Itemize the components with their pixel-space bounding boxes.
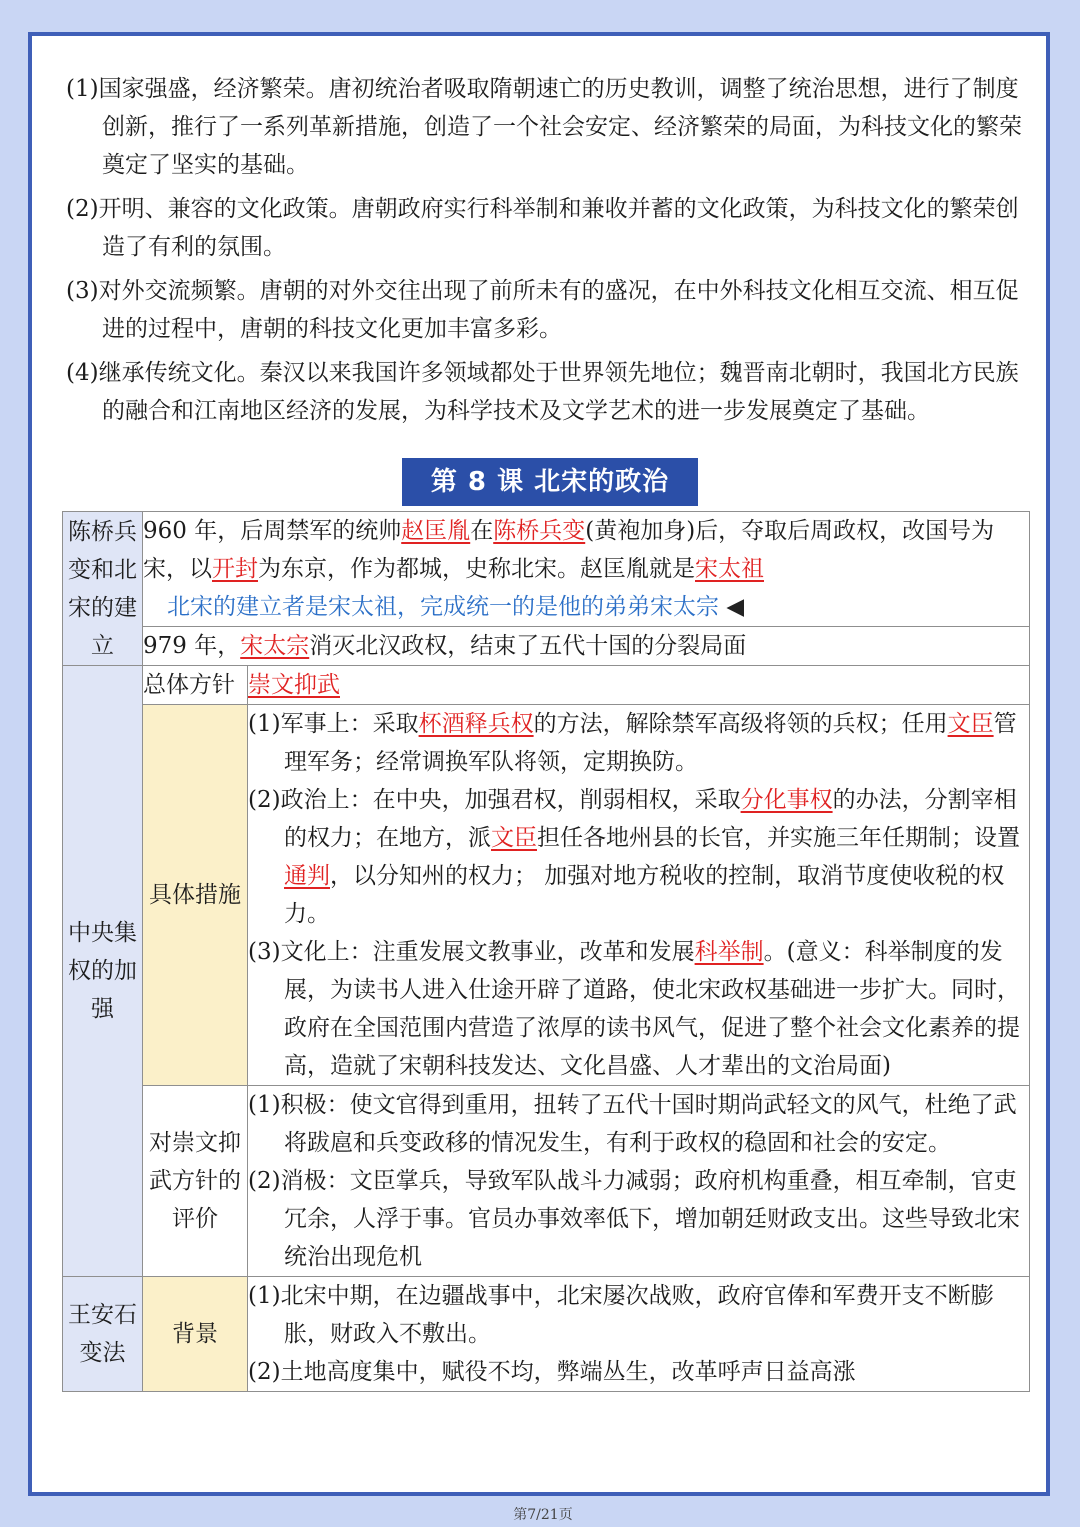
measure-text: (1)军事上：采取 — [248, 711, 419, 737]
keyword-keju: 科举制 — [694, 939, 764, 965]
page-frame — [28, 32, 1050, 1523]
background-item-2: (2)土地高度集中，赋役不均，弊端丛生，改革呼声日益高涨 — [248, 1359, 856, 1385]
keyword-tongpan: 通判 — [284, 863, 330, 889]
intro-paragraph-2: (2)开明、兼容的文化政策。唐朝政府实行科举制和兼收并蓄的文化政策，为科技文化的繁荣创造了有利的氛围。 — [66, 196, 1019, 260]
category-reform: 王安石变法 — [63, 1277, 143, 1392]
policy-label: 总体方针 — [143, 666, 248, 705]
lesson-title: 第 8 课 北宋的政治 — [402, 458, 698, 506]
measure-text: 。(意义：科举制度的发展，为读书人进入仕途开辟了道路，使北宋政权基础进一步扩大。同时，政府在全国范围内营造了浓厚的读书风气，促进了整个社会文化素养的提高，造就了宋朝科技发达、文化昌盛、人才辈出的文治局面) — [284, 939, 1020, 1079]
page-number: 第7/21页 — [513, 1507, 573, 1523]
keyword-song-taizong: 宋太宗 — [240, 633, 310, 659]
founding-text: 为东京，作为都城，史称北宋。赵匡胤就是 — [258, 556, 695, 582]
keyword-kaifeng: 开封 — [212, 556, 258, 582]
measure-political — [248, 781, 1029, 933]
measure-text: (2)政治上：在中央，加强君权，削弱相权，采取 — [248, 787, 741, 813]
handwritten-note: 北宋的建立者是宋太祖，完成统一的是他的弟弟宋太宗 — [167, 594, 719, 620]
measure-text: (3)文化上：注重发展文教事业，改革和发展 — [248, 939, 695, 965]
background-label: 背景 — [143, 1277, 248, 1392]
founding-text: 在 — [470, 518, 494, 544]
table-row — [63, 627, 1030, 666]
measure-text: 的办法，分割宰相的权力；在地方，派 — [284, 787, 1017, 851]
measures-cell — [248, 705, 1030, 1086]
category-centralization: 中央集权的加强 — [63, 666, 143, 1277]
policy-value-cell — [248, 666, 1030, 705]
measure-text: 管理军务；经常调换军队将领，定期换防。 — [284, 711, 1017, 775]
intro-paragraph-3: (3)对外交流频繁。唐朝的对外交往出现了前所未有的盛况，在中外科技文化相互交流、相互促进的过程中，唐朝的科技文化更加丰富多彩。 — [66, 278, 1019, 342]
background-item-1: (1)北宋中期，在边疆战事中，北宋屡次战败，政府官俸和军费开支不断膨胀，财政入不敷出。 — [248, 1283, 994, 1347]
evaluation-label: 对崇文抑武方针的评价 — [143, 1086, 248, 1277]
keyword-policy: 崇文抑武 — [248, 672, 340, 698]
intro-section — [66, 70, 1026, 436]
evaluation-cell — [248, 1086, 1030, 1277]
table-row — [63, 1086, 1030, 1277]
evaluation-positive: (1)积极：使文官得到重用，扭转了五代十国时期尚武轻文的风气，杜绝了武将跋扈和兵变政移的情况发生，有利于政权的稳固和社会的安定。 — [248, 1092, 1017, 1156]
table-row — [63, 666, 1030, 705]
intro-paragraph-1: (1)国家强盛，经济繁荣。唐初统治者吸取隋朝速亡的历史教训，调整了统治思想，进行了制度创新，推行了一系列革新措施，创造了一个社会安定、经济繁荣的局面，为科技文化的繁荣奠定了坚实的基础。 — [66, 76, 1022, 178]
keyword-wine-cup: 杯酒释兵权 — [418, 711, 534, 737]
keyword-song-taizu: 宋太祖 — [695, 556, 764, 582]
keyword-divide-power: 分化事权 — [740, 787, 833, 813]
founding-text: 960 年，后周禁军的统帅 — [143, 518, 402, 544]
founding-text: (黄袍加身)后，夺取后周政权，改国号为宋，以 — [143, 518, 995, 582]
evaluation-negative: (2)消极：文臣掌兵，导致军队战斗力减弱；政府机构重叠，相互牵制，官吏冗余，人浮于事。官员办事效率低下，增加朝廷财政支出。这些导致北宋统治出现危机 — [248, 1168, 1020, 1270]
background-cell — [248, 1277, 1030, 1392]
measure-military — [248, 705, 1029, 781]
keyword-civil-officials: 文臣 — [491, 825, 537, 851]
measure-text: 担任各地州县的长官，并实施三年任期制；设置 — [537, 825, 1020, 851]
measures-label: 具体措施 — [143, 705, 248, 1086]
table-row — [63, 705, 1030, 1086]
founding-text: 消灭北汉政权，结束了五代十国的分裂局面 — [309, 633, 747, 659]
keyword-civil-officials: 文臣 — [947, 711, 994, 737]
table-row — [63, 512, 1030, 627]
keyword-zhao-kuangyin: 赵匡胤 — [401, 518, 471, 544]
intro-paragraph-4: (4)继承传统文化。秦汉以来我国许多领域都处于世界领先地位；魏晋南北朝时，我国北方民族的融合和江南地区经济的发展，为科学技术及文学艺术的进一步发展奠定了基础。 — [66, 360, 1019, 424]
notes-table — [62, 511, 1030, 1392]
measure-text: 的方法，解除禁军高级将领的兵权；任用 — [533, 711, 948, 737]
category-founding: 陈桥兵变和北宋的建立 — [63, 512, 143, 666]
table-row — [63, 1277, 1030, 1392]
founding-row-1 — [143, 512, 1030, 627]
keyword-chenqiao-mutiny: 陈桥兵变 — [493, 518, 586, 544]
measure-culture — [248, 933, 1029, 1085]
arrow-icon: ◀ — [726, 594, 745, 620]
founding-text: 979 年， — [143, 633, 241, 659]
founding-row-2 — [143, 627, 1030, 666]
measure-text: ，以分知州的权力； 加强对地方税收的控制，取消节度使收税的权力。 — [284, 863, 1005, 927]
